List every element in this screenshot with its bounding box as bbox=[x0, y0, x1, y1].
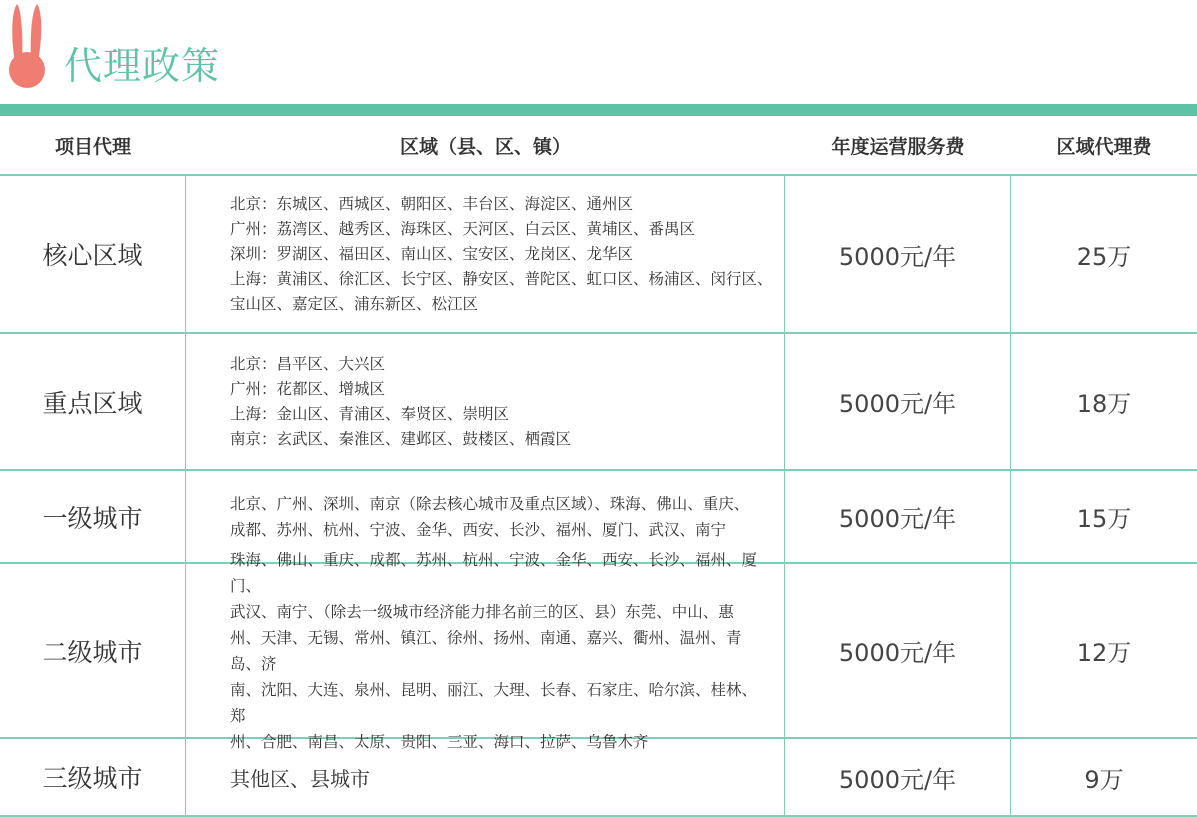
row-tier2-name: 二级城市 bbox=[0, 564, 186, 739]
row-core-regions bbox=[186, 176, 785, 334]
header-agency-fee: 区域代理费 bbox=[1011, 116, 1197, 176]
row-tier2-regions bbox=[186, 550, 785, 751]
row-tier3-name: 三级城市 bbox=[0, 739, 186, 817]
region-line: 成都、苏州、杭州、宁波、金华、西安、长沙、福州、厦门、武汉、南宁 bbox=[230, 520, 727, 539]
agency-policy-table bbox=[0, 116, 1197, 817]
row-tier3-regions bbox=[186, 739, 785, 817]
region-list bbox=[230, 352, 571, 452]
title-divider bbox=[0, 104, 1197, 116]
row-key-regions bbox=[186, 334, 785, 471]
header-region: 区域（县、区、镇） bbox=[186, 116, 785, 176]
region-list bbox=[230, 547, 766, 755]
page-title: 代理政策 bbox=[64, 44, 221, 88]
region-line: 北京：东城区、西城区、朝阳区、丰台区、海淀区、通州区 bbox=[230, 194, 634, 213]
row-tier2-agency-fee: 12万 bbox=[1011, 564, 1197, 739]
region-line: 上海：黄浦区、徐汇区、长宁区、静安区、普陀区、虹口区、杨浦区、闵行区、 bbox=[230, 269, 773, 288]
row-tier3-service-fee: 5000元/年 bbox=[785, 739, 1011, 817]
region-line: 南、沈阳、大连、泉州、昆明、丽江、大理、长春、石家庄、哈尔滨、桂林、郑 bbox=[230, 680, 758, 725]
row-key-name: 重点区域 bbox=[0, 334, 186, 471]
region-line: 宝山区、嘉定区、浦东新区、松江区 bbox=[230, 294, 479, 313]
region-line: 珠海、佛山、重庆、成都、苏州、杭州、宁波、金华、西安、长沙、福州、厦门、 bbox=[230, 550, 758, 595]
region-line: 广州：花都区、增城区 bbox=[230, 379, 386, 398]
region-line: 州、天津、无锡、常州、镇江、徐州、扬州、南通、嘉兴、衢州、温州、青岛、济 bbox=[230, 628, 742, 673]
region-line: 其他区、县城市 bbox=[230, 766, 370, 791]
bunny-logo-icon bbox=[5, 0, 49, 90]
region-line: 北京：昌平区、大兴区 bbox=[230, 354, 386, 373]
row-key-agency-fee: 18万 bbox=[1011, 334, 1197, 471]
region-list bbox=[230, 192, 773, 317]
row-tier1-service-fee: 5000元/年 bbox=[785, 471, 1011, 564]
header-service-fee: 年度运营服务费 bbox=[785, 116, 1011, 176]
row-tier1-agency-fee: 15万 bbox=[1011, 471, 1197, 564]
row-tier1-name: 一级城市 bbox=[0, 471, 186, 564]
region-line: 上海：金山区、青浦区、奉贤区、崇明区 bbox=[230, 404, 510, 423]
region-line: 南京：玄武区、秦淮区、建邺区、鼓楼区、栖霞区 bbox=[230, 429, 572, 448]
region-line: 州、合肥、南昌、太原、贵阳、三亚、海口、拉萨、乌鲁木齐 bbox=[230, 732, 649, 751]
region-line: 北京、广州、深圳、南京（除去核心城市及重点区域）、珠海、佛山、重庆、 bbox=[230, 494, 750, 513]
region-line: 深圳：罗湖区、福田区、南山区、宝安区、龙岗区、龙华区 bbox=[230, 244, 634, 263]
row-core-agency-fee: 25万 bbox=[1011, 176, 1197, 334]
region-list bbox=[230, 491, 749, 543]
row-core-service-fee: 5000元/年 bbox=[785, 176, 1011, 334]
header-project: 项目代理 bbox=[0, 116, 186, 176]
row-core-name: 核心区域 bbox=[0, 176, 186, 334]
region-line: 广州：荔湾区、越秀区、海珠区、天河区、白云区、黄埔区、番禺区 bbox=[230, 219, 696, 238]
page-header bbox=[0, 0, 1197, 104]
region-line: 武汉、南宁、（除去一级城市经济能力排名前三的区、县）东莞、中山、惠 bbox=[230, 602, 734, 621]
row-tier2-service-fee: 5000元/年 bbox=[785, 564, 1011, 739]
row-tier3-agency-fee: 9万 bbox=[1011, 739, 1197, 817]
row-key-service-fee: 5000元/年 bbox=[785, 334, 1011, 471]
